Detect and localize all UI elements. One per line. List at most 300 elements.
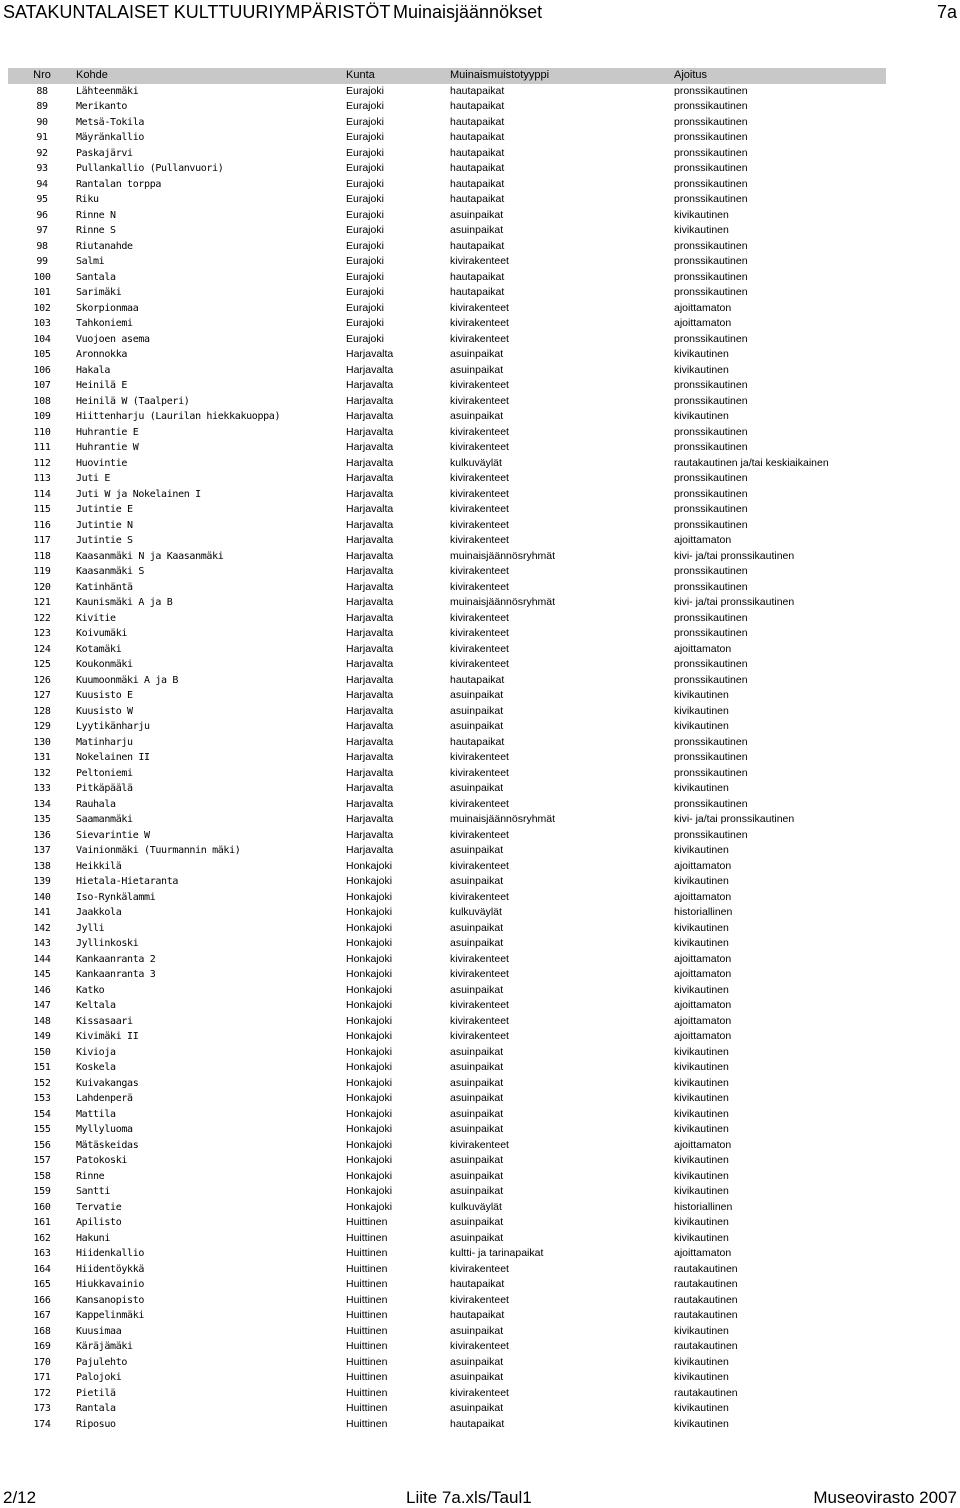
table-row (8, 1339, 886, 1355)
site-name-cell: Rinne S (76, 225, 116, 236)
table-row (8, 161, 886, 177)
row-number-cell: 120 (33, 581, 51, 593)
municipality-cell: Honkajoki (346, 859, 393, 872)
site-name-cell: Juti E (76, 473, 111, 484)
table-row (8, 208, 886, 224)
row-number-cell: 102 (33, 302, 51, 314)
row-number-cell: 150 (33, 1046, 51, 1058)
table-row (8, 735, 886, 751)
row-number-cell: 165 (33, 1279, 51, 1290)
dating-cell: rautakautinen (674, 1262, 738, 1275)
row-number-cell: 142 (33, 922, 51, 934)
site-name-cell: Pietilä (76, 1387, 116, 1399)
municipality-cell: Harjavalta (346, 627, 394, 639)
site-name-cell: Kuumoonmäki A ja B (76, 674, 179, 686)
municipality-cell: Eurajoki (346, 301, 384, 314)
row-number-cell: 106 (33, 364, 51, 376)
dating-cell: pronssikautinen (674, 658, 748, 670)
monument-type-cell: hautapaikat (450, 84, 505, 97)
monument-type-cell: kivirakenteet (450, 627, 509, 639)
municipality-cell: Honkajoki (346, 1030, 393, 1042)
table-row (8, 952, 886, 968)
table-row (8, 316, 886, 332)
site-name-cell: Kankaanranta 3 (76, 969, 156, 980)
row-number-cell: 159 (33, 1186, 51, 1197)
row-number-cell: 121 (33, 597, 51, 608)
row-number-cell: 126 (33, 674, 51, 686)
table-row (8, 146, 886, 162)
site-name-cell: Kuivakangas (76, 1077, 139, 1089)
dating-cell: kivikautinen (674, 1185, 729, 1197)
table-row (8, 998, 886, 1014)
monument-type-cell: asuinpaikat (450, 875, 504, 887)
table-row (8, 1355, 886, 1371)
site-name-cell: Skorpionmaa (76, 302, 139, 314)
table-row (8, 1308, 886, 1324)
row-number-cell: 163 (33, 1248, 51, 1259)
table-row (8, 394, 886, 410)
table-row (8, 1293, 886, 1309)
dating-cell: kivikautinen (674, 689, 729, 701)
dating-cell: pronssikautinen (674, 270, 748, 283)
municipality-cell: Huittinen (346, 1324, 388, 1337)
monument-type-cell: kivirakenteet (450, 534, 509, 546)
table-row (8, 1277, 886, 1293)
monument-type-cell: kivirakenteet (450, 952, 509, 965)
municipality-cell: Eurajoki (346, 332, 384, 345)
municipality-cell: Honkajoki (346, 968, 393, 980)
dating-cell: pronssikautinen (674, 751, 748, 763)
table-row (8, 549, 886, 565)
header-title: SATAKUNTALAISET KULTTUURIYMPÄRISTÖT (3, 2, 391, 22)
row-number-cell: 154 (33, 1108, 51, 1120)
dating-cell: kivikautinen (674, 1107, 729, 1120)
municipality-cell: Harjavalta (346, 704, 394, 717)
municipality-cell: Honkajoki (346, 1123, 393, 1135)
site-name-cell: Huhrantie E (76, 426, 139, 438)
row-number-cell: 137 (33, 845, 51, 856)
municipality-cell: Harjavalta (346, 782, 394, 794)
municipality-cell: Huittinen (346, 1293, 388, 1306)
site-name-cell: Apilisto (76, 1217, 122, 1228)
dating-cell: kivikautinen (674, 1092, 729, 1104)
table-row (8, 1231, 886, 1247)
site-name-cell: Peltoniemi (76, 767, 133, 779)
table-row (8, 1107, 886, 1123)
municipality-cell: Harjavalta (346, 487, 394, 500)
dating-cell: pronssikautinen (674, 394, 748, 407)
site-name-cell: Myllyluoma (76, 1124, 133, 1135)
municipality-cell: Huittinen (346, 1371, 388, 1383)
row-number-cell: 174 (33, 1418, 51, 1430)
column-header-tyyppi: Muinaismuistotyyppi (450, 68, 674, 84)
row-number-cell: 122 (33, 612, 51, 624)
table-row (8, 487, 886, 503)
dating-cell: kivikautinen (674, 1402, 729, 1414)
row-number-cell: 97 (36, 225, 48, 236)
dating-cell: rautakautinen (674, 1293, 738, 1306)
monument-type-cell: hautapaikat (450, 177, 505, 190)
dating-cell: rautakautinen (674, 1309, 738, 1321)
monument-type-cell: hautapaikat (450, 146, 505, 159)
header-section-title: Muinaisjäännökset (393, 2, 543, 22)
municipality-cell: Honkajoki (346, 983, 393, 996)
dating-cell: pronssikautinen (674, 487, 748, 500)
monument-type-cell: kivirakenteet (450, 301, 509, 314)
dating-cell: kivikautinen (674, 937, 729, 949)
row-number-cell: 143 (33, 938, 51, 949)
municipality-cell: Eurajoki (346, 317, 384, 329)
row-number-cell: 96 (36, 209, 48, 221)
row-number-cell: 155 (33, 1124, 51, 1135)
dating-cell: kivikautinen (674, 1324, 729, 1337)
monument-type-cell: asuinpaikat (450, 937, 504, 949)
dating-cell: ajoittamaton (674, 1247, 732, 1259)
row-number-cell: 144 (33, 953, 51, 965)
municipality-cell: Harjavalta (346, 813, 394, 825)
page-header (0, 0, 960, 28)
site-name-cell: Tervatie (76, 1201, 122, 1213)
monument-type-cell: hautapaikat (450, 1309, 505, 1321)
dating-cell: rautakautinen (674, 1340, 738, 1352)
municipality-cell: Honkajoki (346, 1061, 393, 1073)
monument-type-cell: kivirakenteet (450, 255, 509, 267)
municipality-cell: Honkajoki (346, 952, 393, 965)
row-number-cell: 156 (33, 1139, 51, 1151)
dating-cell: ajoittamaton (674, 859, 732, 872)
dating-cell: kivikautinen (674, 1061, 729, 1073)
site-name-cell: Juti W ja Nokelainen I (76, 488, 201, 500)
row-number-cell: 141 (33, 907, 51, 918)
table-row (8, 84, 886, 100)
monument-type-cell: asuinpaikat (450, 1123, 504, 1135)
municipality-cell: Huittinen (346, 1216, 388, 1228)
dating-cell: rautakautinen (674, 1278, 738, 1290)
site-name-cell: Jutintie N (76, 519, 133, 531)
site-name-cell: Heinilä W (Taalperi) (76, 395, 190, 407)
table-row (8, 363, 886, 379)
row-number-cell: 172 (33, 1387, 51, 1399)
municipality-cell: Harjavalta (346, 348, 394, 360)
table-row (8, 1324, 886, 1340)
row-number-cell: 101 (33, 287, 51, 298)
monument-type-cell: kivirakenteet (450, 890, 509, 903)
monument-type-cell: kivirakenteet (450, 317, 509, 329)
site-name-cell: Kotamäki (76, 643, 122, 655)
row-number-cell: 108 (33, 395, 51, 407)
site-name-cell: Vuojoen asema (76, 333, 150, 345)
municipality-cell: Harjavalta (346, 751, 394, 763)
municipality-cell: Harjavalta (346, 658, 394, 670)
site-name-cell: Riutanahde (76, 240, 133, 252)
monument-type-cell: asuinpaikat (450, 983, 504, 996)
table-row (8, 440, 886, 456)
municipality-cell: Eurajoki (346, 177, 384, 190)
row-number-cell: 132 (33, 767, 51, 779)
table-row (8, 905, 886, 921)
dating-cell: ajoittamaton (674, 890, 732, 903)
table-row (8, 378, 886, 394)
row-number-cell: 138 (33, 860, 51, 872)
municipality-cell: Harjavalta (346, 379, 394, 391)
table-row (8, 192, 886, 208)
table-row (8, 347, 886, 363)
dating-cell: kivikautinen (674, 1355, 729, 1368)
site-name-cell: Hiidenkallio (76, 1248, 145, 1259)
row-number-cell: 149 (33, 1031, 51, 1042)
dating-cell: pronssikautinen (674, 131, 748, 143)
row-number-cell: 171 (33, 1372, 51, 1383)
monument-type-cell: asuinpaikat (450, 1402, 504, 1414)
table-row (8, 502, 886, 518)
municipality-cell: Honkajoki (346, 999, 393, 1011)
table-row (8, 1138, 886, 1154)
table-row (8, 580, 886, 596)
monument-type-cell: asuinpaikat (450, 208, 504, 221)
monument-table (8, 68, 886, 1432)
dating-cell: pronssikautinen (674, 627, 748, 639)
table-row (8, 533, 886, 549)
table-row (8, 1215, 886, 1231)
monument-type-cell: kivirakenteet (450, 1262, 509, 1275)
monument-type-cell: asuinpaikat (450, 1076, 504, 1089)
site-name-cell: Pullankallio (Pullanvuori) (76, 163, 224, 174)
row-number-cell: 100 (33, 271, 51, 283)
dating-cell: pronssikautinen (674, 162, 748, 174)
site-name-cell: Kappelinmäki (76, 1310, 145, 1321)
table-row (8, 1169, 886, 1185)
dating-cell: kivikautinen (674, 1231, 729, 1244)
monument-type-cell: asuinpaikat (450, 844, 504, 856)
site-name-cell: Mäyränkallio (76, 132, 145, 143)
municipality-cell: Honkajoki (346, 1107, 393, 1120)
table-row (8, 456, 886, 472)
row-number-cell: 134 (33, 798, 51, 810)
dating-cell: kivikautinen (674, 720, 729, 732)
column-header-kohde: Kohde (76, 68, 346, 84)
row-number-cell: 136 (33, 829, 51, 841)
dating-cell: kivikautinen (674, 921, 729, 934)
dating-cell: pronssikautinen (674, 332, 748, 345)
table-row (8, 1246, 886, 1262)
dating-cell: pronssikautinen (674, 828, 748, 841)
table-row (8, 1076, 886, 1092)
dating-cell: kivikautinen (674, 1045, 729, 1058)
monument-type-cell: hautapaikat (450, 1417, 505, 1430)
municipality-cell: Harjavalta (346, 456, 394, 469)
monument-type-cell: kivirakenteet (450, 1014, 509, 1027)
footer-publisher: Museovirasto 2007 (813, 1488, 957, 1507)
row-number-cell: 103 (33, 318, 51, 329)
monument-type-cell: hautapaikat (450, 100, 505, 112)
dating-cell: kivi- ja/tai pronssikautinen (674, 596, 795, 608)
table-row (8, 301, 886, 317)
table-row (8, 1184, 886, 1200)
monument-type-cell: kivirakenteet (450, 425, 509, 438)
table-row (8, 1060, 886, 1076)
monument-type-cell: kivirakenteet (450, 859, 509, 872)
municipality-cell: Honkajoki (346, 1154, 393, 1166)
row-number-cell: 135 (33, 814, 51, 825)
municipality-cell: Huittinen (346, 1309, 388, 1321)
row-number-cell: 114 (33, 488, 51, 500)
municipality-cell: Harjavalta (346, 565, 394, 577)
monument-type-cell: kivirakenteet (450, 1138, 509, 1151)
monument-type-cell: asuinpaikat (450, 1092, 504, 1104)
site-name-cell: Hietala-Hietaranta (76, 876, 179, 887)
row-number-cell: 131 (33, 752, 51, 763)
row-number-cell: 111 (33, 442, 51, 453)
municipality-cell: Huittinen (346, 1386, 388, 1399)
dating-cell: kivikautinen (674, 363, 729, 376)
row-number-cell: 113 (33, 473, 51, 484)
dating-cell: pronssikautinen (674, 735, 748, 748)
monument-type-cell: kulkuväylät (450, 1200, 502, 1213)
dating-cell: kivikautinen (674, 410, 729, 422)
municipality-cell: Honkajoki (346, 906, 393, 918)
monument-type-cell: kivirakenteet (450, 580, 509, 593)
dating-cell: kivikautinen (674, 1169, 729, 1182)
site-name-cell: Jyllinkoski (76, 938, 139, 949)
site-name-cell: Kuusimaa (76, 1325, 122, 1337)
dating-cell: kivikautinen (674, 844, 729, 856)
dating-cell: rautakautinen (674, 1386, 738, 1399)
site-name-cell: Koivumäki (76, 628, 128, 639)
dating-cell: kivikautinen (674, 1216, 729, 1228)
dating-cell: pronssikautinen (674, 580, 748, 593)
municipality-cell: Honkajoki (346, 1045, 393, 1058)
dating-cell: kivikautinen (674, 1123, 729, 1135)
monument-type-cell: muinaisjäännösryhmät (450, 813, 556, 825)
monument-type-cell: hautapaikat (450, 735, 505, 748)
dating-cell: pronssikautinen (674, 565, 748, 577)
row-number-cell: 161 (33, 1217, 51, 1228)
site-name-cell: Patokoski (76, 1155, 128, 1166)
municipality-cell: Honkajoki (346, 1185, 393, 1197)
site-name-cell: Hiittenharju (Laurilan hiekkakuoppa) (76, 411, 281, 422)
municipality-cell: Harjavalta (346, 642, 394, 655)
monument-type-cell: kivirakenteet (450, 503, 509, 515)
municipality-cell: Eurajoki (346, 100, 384, 112)
row-number-cell: 170 (33, 1356, 51, 1368)
row-number-cell: 145 (33, 969, 51, 980)
table-row (8, 130, 886, 146)
row-number-cell: 162 (33, 1232, 51, 1244)
dating-cell: pronssikautinen (674, 177, 748, 190)
table-row (8, 874, 886, 890)
table-row (8, 177, 886, 193)
row-number-cell: 139 (33, 876, 51, 887)
site-name-cell: Hakala (76, 364, 111, 376)
dating-cell: ajoittamaton (674, 999, 732, 1011)
row-number-cell: 105 (33, 349, 51, 360)
dating-cell: ajoittamaton (674, 642, 732, 655)
table-row (8, 1045, 886, 1061)
monument-type-cell: hautapaikat (450, 286, 505, 298)
table-row (8, 766, 886, 782)
dating-cell: kivikautinen (674, 983, 729, 996)
monument-type-cell: asuinpaikat (450, 410, 504, 422)
row-number-cell: 110 (33, 426, 51, 438)
monument-type-cell: kultti- ja tarinapaikat (450, 1247, 544, 1259)
municipality-cell: Harjavalta (346, 472, 394, 484)
table-row (8, 812, 886, 828)
page-footer (0, 1486, 960, 1508)
site-name-cell: Jutintie S (76, 535, 133, 546)
site-name-cell: Mätäskeidas (76, 1139, 139, 1151)
dating-cell: pronssikautinen (674, 255, 748, 267)
monument-type-cell: kivirakenteet (450, 487, 509, 500)
site-name-cell: Kuusisto W (76, 705, 133, 717)
footer-sheet-name: Liite 7a.xls/Taul1 (406, 1488, 532, 1507)
row-number-cell: 157 (33, 1155, 51, 1166)
municipality-cell: Huittinen (346, 1417, 388, 1430)
site-name-cell: Merikanto (76, 101, 128, 112)
site-name-cell: Lähteenmäki (76, 85, 139, 97)
municipality-cell: Honkajoki (346, 1169, 393, 1182)
row-number-cell: 173 (33, 1403, 51, 1414)
site-name-cell: Jutintie E (76, 504, 133, 515)
table-row (8, 890, 886, 906)
table-row (8, 967, 886, 983)
monument-type-cell: kivirakenteet (450, 472, 509, 484)
table-row (8, 936, 886, 952)
row-number-cell: 95 (36, 194, 48, 205)
site-name-cell: Rantalan torppa (76, 178, 162, 190)
row-number-cell: 151 (33, 1062, 51, 1073)
dating-cell: kivikautinen (674, 1154, 729, 1166)
row-number-cell: 107 (33, 380, 51, 391)
site-name-cell: Aronnokka (76, 349, 128, 360)
municipality-cell: Eurajoki (346, 193, 384, 205)
table-row (8, 1262, 886, 1278)
municipality-cell: Huittinen (346, 1262, 388, 1275)
site-name-cell: Kivioja (76, 1046, 116, 1058)
municipality-cell: Harjavalta (346, 611, 394, 624)
dating-cell: ajoittamaton (674, 317, 732, 329)
row-number-cell: 90 (36, 116, 48, 128)
table-row (8, 332, 886, 348)
row-number-cell: 118 (33, 550, 51, 562)
dating-cell: pronssikautinen (674, 286, 748, 298)
table-row (8, 642, 886, 658)
row-number-cell: 116 (33, 519, 51, 531)
municipality-cell: Harjavalta (346, 596, 394, 608)
dating-cell: pronssikautinen (674, 115, 748, 128)
monument-type-cell: kivirakenteet (450, 441, 509, 453)
dating-cell: kivikautinen (674, 1076, 729, 1089)
row-number-cell: 164 (33, 1263, 51, 1275)
site-name-cell: Iso-Rynkälammi (76, 891, 156, 903)
monument-type-cell: kivirakenteet (450, 332, 509, 345)
municipality-cell: Honkajoki (346, 1138, 393, 1151)
municipality-cell: Harjavalta (346, 797, 394, 810)
site-name-cell: Koskela (76, 1062, 116, 1073)
monument-type-cell: hautapaikat (450, 239, 505, 252)
table-row (8, 719, 886, 735)
monument-type-cell: kivirakenteet (450, 1386, 509, 1399)
monument-type-cell: hautapaikat (450, 131, 505, 143)
row-number-cell: 160 (33, 1201, 51, 1213)
row-number-cell: 167 (33, 1310, 51, 1321)
municipality-cell: Huittinen (346, 1340, 388, 1352)
row-number-cell: 148 (33, 1015, 51, 1027)
dating-cell: kivikautinen (674, 1371, 729, 1383)
dating-cell: ajoittamaton (674, 1030, 732, 1042)
column-header-kunta: Kunta (346, 68, 450, 84)
municipality-cell: Honkajoki (346, 937, 393, 949)
table-row (8, 750, 886, 766)
